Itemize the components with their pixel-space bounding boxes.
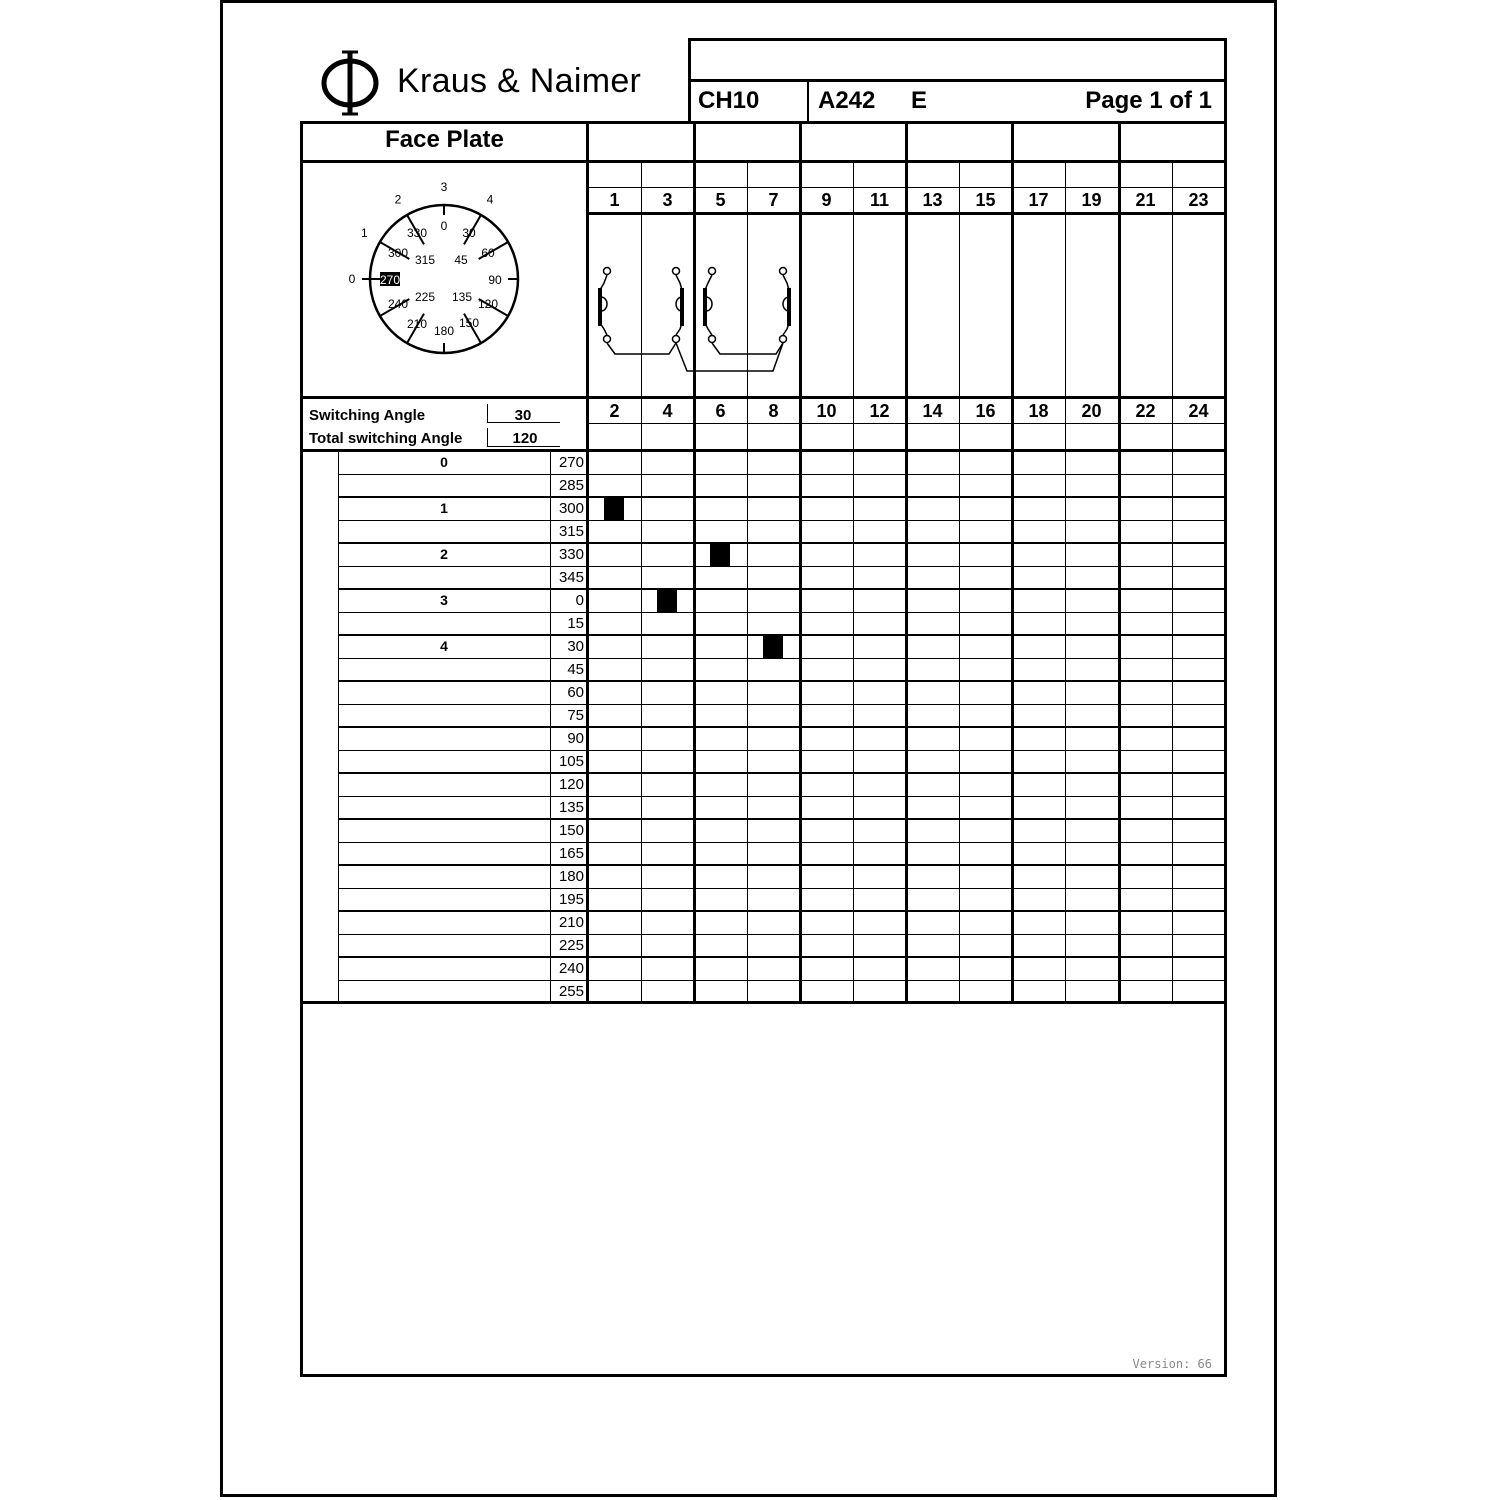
kraus-naimer-logo-icon bbox=[318, 48, 382, 118]
table-row-divider bbox=[338, 612, 1227, 613]
dial-position-label: 1 bbox=[360, 226, 368, 240]
terminal-bottom-label: 22 bbox=[1135, 401, 1156, 421]
position-label: 4 bbox=[440, 638, 448, 654]
terminal-bottom-label: 4 bbox=[662, 401, 673, 421]
angle-label: 135 bbox=[558, 799, 584, 816]
table-row-divider bbox=[338, 796, 1227, 797]
terminal-top-label: 3 bbox=[662, 190, 673, 210]
angle-label: 255 bbox=[558, 983, 584, 1000]
dial-angle-label: 180 bbox=[433, 324, 455, 338]
dial-position-label: 3 bbox=[440, 180, 448, 194]
table-row-divider bbox=[338, 680, 1227, 682]
contact-closed-marker bbox=[604, 498, 624, 520]
column-divider bbox=[1011, 121, 1014, 1003]
table-row-divider bbox=[338, 956, 1227, 958]
page-indicator: Page 1 of 1 bbox=[1085, 87, 1212, 114]
total-angle-box bbox=[487, 428, 560, 447]
switching-angle-value: 30 bbox=[514, 407, 532, 424]
code-label: CH10 bbox=[698, 87, 760, 114]
angle-label: 300 bbox=[558, 500, 584, 517]
terminal-top-label: 19 bbox=[1081, 190, 1102, 210]
table-row-divider bbox=[338, 864, 1227, 866]
column-divider bbox=[693, 121, 696, 1003]
angle-label: 90 bbox=[567, 730, 584, 747]
terminal-bottom-label: 8 bbox=[768, 401, 779, 421]
dial-angle-label: 135 bbox=[451, 290, 473, 304]
angle-label: 60 bbox=[567, 684, 584, 701]
brand-name: Kraus & Naimer bbox=[397, 62, 642, 100]
angle-label: 270 bbox=[558, 454, 584, 471]
terminal-bottom-label: 24 bbox=[1188, 401, 1209, 421]
position-label: 2 bbox=[440, 546, 448, 562]
total-switching-angle-label: Total switching Angle bbox=[309, 430, 463, 447]
table-row-divider bbox=[338, 818, 1227, 820]
table-row-divider bbox=[338, 658, 1227, 659]
terminal-bottom-label: 20 bbox=[1081, 401, 1102, 421]
angle-label: 240 bbox=[558, 960, 584, 977]
table-row-divider bbox=[338, 726, 1227, 728]
part-number: A242 bbox=[818, 87, 876, 114]
terminal-bottom-label: 16 bbox=[975, 401, 996, 421]
table-row-divider bbox=[338, 588, 1227, 590]
angle-label: 105 bbox=[558, 753, 584, 770]
terminal-top-label: 17 bbox=[1028, 190, 1049, 210]
terminal-top-label: 13 bbox=[922, 190, 943, 210]
contact-closed-marker bbox=[657, 590, 677, 612]
column-divider bbox=[799, 121, 802, 1003]
terminal-top-label: 7 bbox=[768, 190, 779, 210]
table-row-divider bbox=[338, 520, 1227, 521]
terminal-top-label: 11 bbox=[869, 190, 890, 210]
switching-angle-label: Switching Angle bbox=[309, 407, 426, 424]
terminal-top-label: 15 bbox=[975, 190, 996, 210]
dial-angle-label: 0 bbox=[440, 219, 448, 233]
contact-closed-marker bbox=[763, 636, 783, 658]
angle-label: 330 bbox=[558, 546, 584, 563]
angle-label: 285 bbox=[558, 477, 584, 494]
dial-angle-label: 150 bbox=[458, 316, 480, 330]
dial-position-label: 4 bbox=[486, 192, 494, 207]
dial-angle-label: 240 bbox=[387, 297, 409, 311]
dial-position-label: 0 bbox=[348, 272, 356, 286]
angle-label: 0 bbox=[575, 592, 584, 609]
terminal-bottom-label: 2 bbox=[609, 401, 620, 421]
dial-angle-label: 45 bbox=[454, 253, 468, 267]
terminal-top-label: 9 bbox=[821, 190, 832, 210]
header-subline bbox=[588, 187, 1224, 188]
table-row-divider bbox=[338, 496, 1227, 498]
table-row-divider bbox=[338, 772, 1227, 774]
contact-closed-marker bbox=[710, 544, 730, 566]
position-label: 0 bbox=[440, 454, 448, 470]
terminal-top-label: 21 bbox=[1135, 190, 1156, 210]
angle-label: 345 bbox=[558, 569, 584, 586]
column-divider bbox=[1065, 160, 1066, 1003]
table-row-divider bbox=[338, 704, 1227, 705]
angle-label: 120 bbox=[558, 776, 584, 793]
table-row-divider bbox=[338, 542, 1227, 544]
angle-label: 75 bbox=[567, 707, 584, 724]
position-label: 3 bbox=[440, 592, 448, 608]
angle-label: 180 bbox=[558, 868, 584, 885]
dial-position-label: 2 bbox=[394, 192, 402, 207]
dial-angle-label: 270 bbox=[379, 273, 401, 287]
dial-angle-label: 315 bbox=[414, 253, 436, 267]
table-row-divider bbox=[338, 474, 1227, 475]
terminal-bottom-label: 10 bbox=[816, 401, 837, 421]
dial-angle-label: 120 bbox=[477, 297, 499, 311]
dial-angle-label: 210 bbox=[406, 317, 428, 331]
table-row-divider bbox=[338, 980, 1227, 981]
column-divider bbox=[853, 160, 854, 1003]
dial-angle-label: 330 bbox=[406, 226, 428, 240]
angle-label: 195 bbox=[558, 891, 584, 908]
table-row-divider bbox=[338, 910, 1227, 912]
angle-label: 225 bbox=[558, 937, 584, 954]
terminal-bottom-label: 14 bbox=[922, 401, 943, 421]
angle-label: 150 bbox=[558, 822, 584, 839]
dial-angle-label: 90 bbox=[488, 273, 502, 287]
terminal-top-label: 23 bbox=[1188, 190, 1209, 210]
switching-angle-box bbox=[487, 404, 560, 423]
table-row-divider bbox=[338, 750, 1227, 751]
terminal-bottom-label: 12 bbox=[869, 401, 890, 421]
table-row-divider bbox=[338, 566, 1227, 567]
column-divider bbox=[905, 121, 908, 1003]
terminal-bottom-label: 6 bbox=[715, 401, 726, 421]
column-divider bbox=[1172, 160, 1173, 1003]
face-plate-dial bbox=[303, 163, 586, 396]
terminal-top-label: 1 bbox=[609, 190, 620, 210]
total-switching-angle-value: 120 bbox=[512, 430, 538, 447]
angle-label: 315 bbox=[558, 523, 584, 540]
terminal-bottom-label: 18 bbox=[1028, 401, 1049, 421]
variant-label: E bbox=[911, 87, 928, 114]
dial-angle-label: 300 bbox=[387, 246, 409, 260]
dial-angle-label: 30 bbox=[462, 226, 476, 240]
column-divider bbox=[1118, 121, 1121, 1003]
version-label: Version: 66 bbox=[1132, 1357, 1212, 1371]
angle-label: 15 bbox=[567, 615, 584, 632]
column-divider bbox=[747, 160, 748, 1003]
position-label: 1 bbox=[440, 500, 448, 516]
dial-angle-label: 60 bbox=[481, 246, 495, 260]
terminal-top-label: 5 bbox=[715, 190, 726, 210]
header-subline bbox=[588, 423, 1224, 424]
angle-label: 30 bbox=[567, 638, 584, 655]
table-row-divider bbox=[338, 842, 1227, 843]
column-divider bbox=[641, 160, 642, 1003]
angle-label: 210 bbox=[558, 914, 584, 931]
angle-label: 165 bbox=[558, 845, 584, 862]
table-row-divider bbox=[338, 934, 1227, 935]
face-plate-title: Face Plate bbox=[385, 126, 504, 153]
column-divider bbox=[959, 160, 960, 1003]
table-row-divider bbox=[338, 888, 1227, 889]
dial-angle-label: 225 bbox=[414, 290, 436, 304]
angle-label: 45 bbox=[567, 661, 584, 678]
